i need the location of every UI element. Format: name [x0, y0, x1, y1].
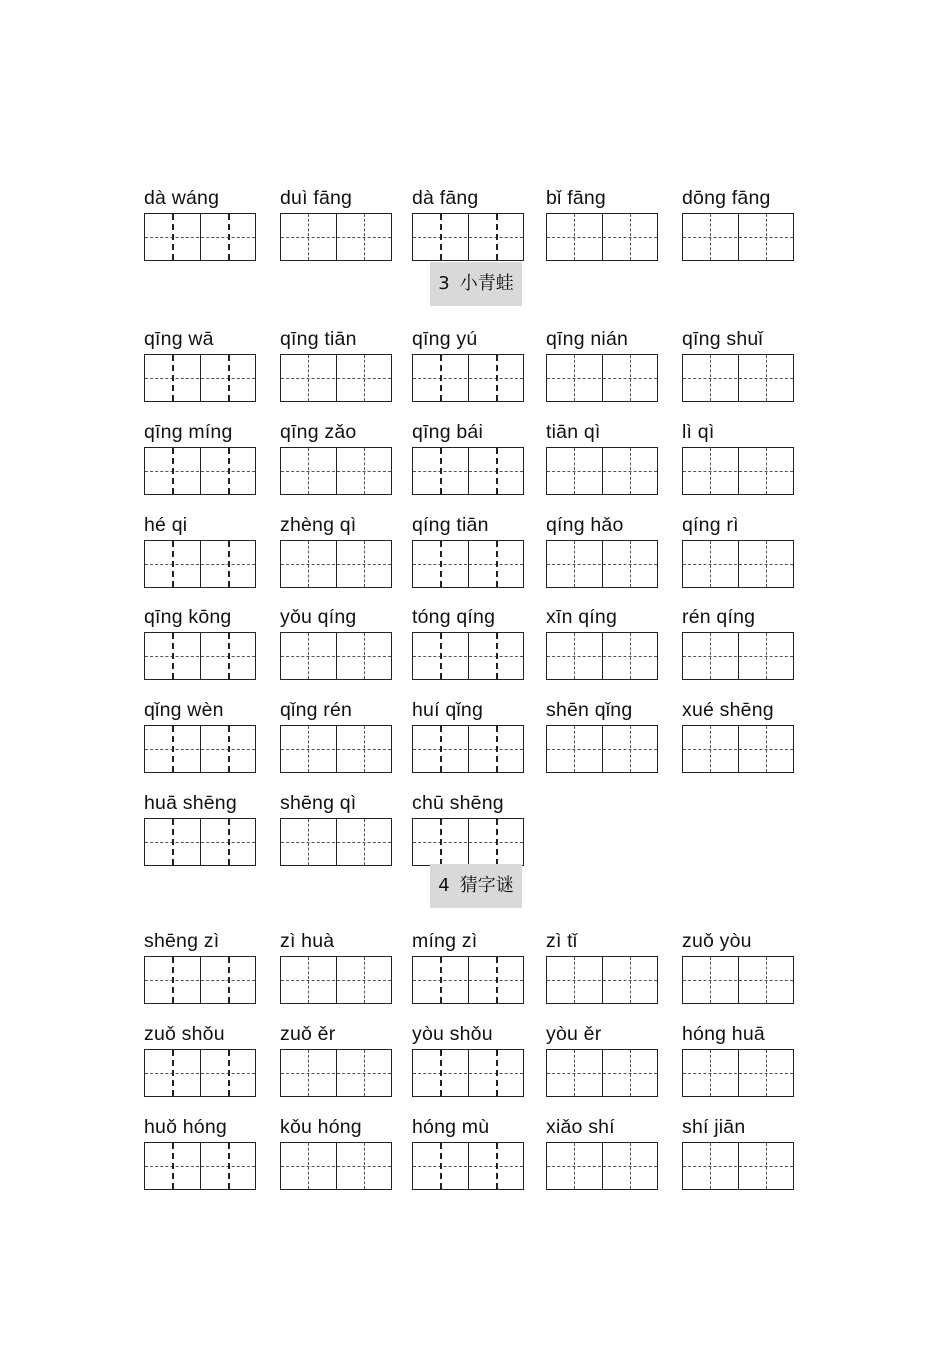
grid-guide-line [574, 214, 575, 260]
grid-guide-line [440, 541, 442, 587]
grid-guide-line [281, 656, 391, 657]
grid-guide-line [496, 819, 498, 865]
grid-guide-line [308, 633, 309, 679]
lesson-title: 猜字谜 [459, 875, 514, 896]
grid-guide-line [440, 633, 442, 679]
grid-guide-line [308, 448, 309, 494]
grid-guide-line [766, 355, 767, 401]
writing-grid[interactable] [144, 540, 256, 588]
grid-guide-line [172, 1143, 174, 1189]
grid-guide-line [496, 214, 498, 260]
pinyin-label: huā shēng [144, 792, 237, 814]
pinyin-label: dà wáng [144, 187, 220, 209]
grid-guide-line [281, 564, 391, 565]
grid-guide-line [172, 957, 174, 1003]
grid-guide-line [630, 957, 631, 1003]
grid-guide-line [574, 448, 575, 494]
grid-guide-line [172, 633, 174, 679]
writing-grid[interactable] [144, 1142, 256, 1190]
writing-grid[interactable] [682, 725, 794, 773]
pinyin-label: bǐ fāng [546, 187, 606, 209]
word-row [0, 606, 950, 676]
writing-grid[interactable] [144, 725, 256, 773]
grid-guide-line [710, 957, 711, 1003]
grid-guide-line [766, 957, 767, 1003]
grid-guide-line [547, 749, 657, 750]
pinyin-label: qīng shuǐ [682, 328, 763, 350]
grid-guide-line [145, 564, 255, 565]
grid-guide-line [440, 1050, 442, 1096]
pinyin-label: shí jiān [682, 1116, 746, 1138]
grid-guide-line [547, 980, 657, 981]
grid-guide-line [574, 726, 575, 772]
grid-guide-line [308, 214, 309, 260]
grid-guide-line [281, 471, 391, 472]
grid-guide-line [496, 1050, 498, 1096]
pinyin-label: rén qíng [682, 606, 756, 628]
pinyin-label: zuǒ ěr [280, 1023, 336, 1045]
pinyin-label: qīng tiān [280, 328, 357, 350]
pinyin-label: qīng nián [546, 328, 629, 350]
writing-grid[interactable] [280, 818, 392, 866]
writing-grid[interactable] [412, 818, 524, 866]
pinyin-label: zì huà [280, 930, 335, 952]
grid-guide-line [496, 957, 498, 1003]
grid-guide-line [308, 1050, 309, 1096]
writing-grid[interactable] [144, 447, 256, 495]
grid-guide-line [496, 726, 498, 772]
pinyin-label: qǐng rén [280, 699, 353, 721]
writing-grid[interactable] [412, 956, 524, 1004]
grid-guide-line [228, 1050, 230, 1096]
pinyin-label: yǒu qíng [280, 606, 357, 628]
pinyin-label: huǒ hóng [144, 1116, 227, 1138]
lesson-number: 3 [438, 273, 450, 294]
pinyin-label: zuǒ yòu [682, 930, 752, 952]
grid-guide-line [630, 541, 631, 587]
writing-grid[interactable] [412, 1142, 524, 1190]
pinyin-label: qīng wā [144, 328, 214, 350]
grid-guide-line [364, 633, 365, 679]
grid-guide-line [440, 957, 442, 1003]
pinyin-label: chū shēng [412, 792, 504, 814]
pinyin-label: zì tǐ [546, 930, 578, 952]
grid-guide-line [308, 819, 309, 865]
grid-guide-line [547, 237, 657, 238]
pinyin-label: qíng hǎo [546, 514, 624, 536]
grid-guide-line [172, 448, 174, 494]
grid-guide-line [413, 564, 523, 565]
grid-guide-line [766, 1050, 767, 1096]
writing-grid[interactable] [144, 354, 256, 402]
writing-grid[interactable] [546, 1049, 658, 1097]
grid-guide-line [547, 564, 657, 565]
writing-grid[interactable] [412, 540, 524, 588]
pinyin-label: qīng zǎo [280, 421, 357, 443]
word-row [0, 1116, 950, 1186]
grid-guide-line [683, 378, 793, 379]
grid-guide-line [547, 378, 657, 379]
pinyin-label: shēn qǐng [546, 699, 633, 721]
writing-grid[interactable] [546, 725, 658, 773]
grid-guide-line [308, 355, 309, 401]
grid-guide-line [710, 726, 711, 772]
grid-guide-line [281, 980, 391, 981]
grid-guide-line [228, 957, 230, 1003]
grid-guide-line [228, 633, 230, 679]
word-row [0, 187, 950, 257]
writing-grid[interactable] [412, 725, 524, 773]
writing-grid[interactable] [280, 354, 392, 402]
grid-guide-line [281, 1166, 391, 1167]
pinyin-label: hé qi [144, 514, 188, 536]
writing-grid[interactable] [280, 956, 392, 1004]
pinyin-label: huí qǐng [412, 699, 483, 721]
grid-guide-line [145, 656, 255, 657]
grid-guide-line [496, 541, 498, 587]
grid-guide-line [172, 214, 174, 260]
grid-guide-line [364, 819, 365, 865]
writing-grid[interactable] [682, 632, 794, 680]
pinyin-label: zuǒ shǒu [144, 1023, 225, 1045]
grid-guide-line [413, 1073, 523, 1074]
grid-guide-line [172, 726, 174, 772]
grid-guide-line [630, 1050, 631, 1096]
grid-guide-line [766, 541, 767, 587]
writing-grid[interactable] [682, 956, 794, 1004]
grid-guide-line [710, 355, 711, 401]
grid-guide-line [364, 726, 365, 772]
grid-guide-line [710, 214, 711, 260]
grid-guide-line [413, 237, 523, 238]
word-row [0, 792, 950, 862]
word-row [0, 421, 950, 491]
pinyin-label: lì qì [682, 421, 715, 443]
writing-grid[interactable] [546, 540, 658, 588]
grid-guide-line [364, 355, 365, 401]
grid-guide-line [496, 355, 498, 401]
grid-guide-line [766, 448, 767, 494]
grid-guide-line [413, 842, 523, 843]
grid-guide-line [145, 237, 255, 238]
grid-guide-line [172, 541, 174, 587]
grid-guide-line [496, 1143, 498, 1189]
grid-guide-line [574, 633, 575, 679]
grid-guide-line [683, 749, 793, 750]
grid-guide-line [710, 1143, 711, 1189]
grid-guide-line [281, 749, 391, 750]
grid-guide-line [630, 633, 631, 679]
grid-guide-line [547, 1166, 657, 1167]
word-row [0, 1023, 950, 1093]
grid-guide-line [413, 980, 523, 981]
writing-grid[interactable] [546, 213, 658, 261]
pinyin-label: tiān qì [546, 421, 601, 443]
grid-guide-line [630, 1143, 631, 1189]
word-row [0, 930, 950, 1000]
pinyin-label: qīng míng [144, 421, 233, 443]
writing-grid[interactable] [280, 1049, 392, 1097]
grid-guide-line [172, 1050, 174, 1096]
writing-grid[interactable] [546, 956, 658, 1004]
writing-grid[interactable] [412, 213, 524, 261]
writing-grid[interactable] [144, 956, 256, 1004]
pinyin-label: hóng mù [412, 1116, 490, 1138]
grid-guide-line [766, 726, 767, 772]
grid-guide-line [630, 726, 631, 772]
grid-guide-line [547, 656, 657, 657]
grid-guide-line [766, 214, 767, 260]
grid-guide-line [228, 448, 230, 494]
grid-guide-line [683, 656, 793, 657]
grid-guide-line [228, 1143, 230, 1189]
lesson-title: 小青蛙 [459, 273, 514, 294]
grid-guide-line [440, 819, 442, 865]
writing-grid[interactable] [280, 632, 392, 680]
grid-guide-line [172, 355, 174, 401]
pinyin-label: xué shēng [682, 699, 774, 721]
grid-guide-line [574, 1143, 575, 1189]
pinyin-label: dōng fāng [682, 187, 771, 209]
grid-guide-line [228, 819, 230, 865]
pinyin-label: shēng zì [144, 930, 220, 952]
grid-guide-line [496, 448, 498, 494]
writing-grid[interactable] [412, 632, 524, 680]
grid-guide-line [145, 471, 255, 472]
grid-guide-line [308, 957, 309, 1003]
grid-guide-line [145, 842, 255, 843]
grid-guide-line [496, 633, 498, 679]
grid-guide-line [281, 1073, 391, 1074]
writing-grid[interactable] [412, 1049, 524, 1097]
grid-guide-line [145, 980, 255, 981]
writing-grid[interactable] [682, 354, 794, 402]
grid-guide-line [281, 842, 391, 843]
grid-guide-line [710, 541, 711, 587]
writing-grid[interactable] [546, 354, 658, 402]
pinyin-label: hóng huā [682, 1023, 765, 1045]
grid-guide-line [440, 448, 442, 494]
grid-guide-line [308, 541, 309, 587]
pinyin-label: xiǎo shí [546, 1116, 615, 1138]
grid-guide-line [683, 237, 793, 238]
grid-guide-line [630, 214, 631, 260]
grid-guide-line [364, 541, 365, 587]
writing-grid[interactable] [682, 213, 794, 261]
pinyin-label: shēng qì [280, 792, 357, 814]
writing-grid[interactable] [682, 447, 794, 495]
pinyin-label: tóng qíng [412, 606, 496, 628]
writing-grid[interactable] [546, 632, 658, 680]
pinyin-label: kǒu hóng [280, 1116, 362, 1138]
grid-guide-line [683, 471, 793, 472]
grid-guide-line [281, 378, 391, 379]
grid-guide-line [172, 819, 174, 865]
grid-guide-line [145, 378, 255, 379]
grid-guide-line [413, 749, 523, 750]
pinyin-label: qǐng wèn [144, 699, 224, 721]
grid-guide-line [413, 656, 523, 657]
writing-grid[interactable] [280, 1142, 392, 1190]
writing-grid[interactable] [682, 540, 794, 588]
grid-guide-line [364, 214, 365, 260]
pinyin-label: qíng tiān [412, 514, 489, 536]
grid-guide-line [766, 1143, 767, 1189]
writing-grid[interactable] [412, 447, 524, 495]
pinyin-label: míng zì [412, 930, 478, 952]
grid-guide-line [574, 957, 575, 1003]
grid-guide-line [630, 448, 631, 494]
pinyin-label: dà fāng [412, 187, 479, 209]
pinyin-label: zhèng qì [280, 514, 357, 536]
word-row [0, 699, 950, 769]
grid-guide-line [683, 1166, 793, 1167]
grid-guide-line [574, 355, 575, 401]
writing-grid[interactable] [280, 725, 392, 773]
grid-guide-line [683, 980, 793, 981]
lesson-number: 4 [438, 875, 450, 896]
writing-grid[interactable] [144, 213, 256, 261]
writing-grid[interactable] [682, 1142, 794, 1190]
grid-guide-line [228, 355, 230, 401]
pinyin-label: duì fāng [280, 187, 353, 209]
grid-guide-line [547, 471, 657, 472]
writing-grid[interactable] [546, 1142, 658, 1190]
grid-guide-line [413, 471, 523, 472]
grid-guide-line [630, 355, 631, 401]
grid-guide-line [145, 1073, 255, 1074]
pinyin-label: qīng yú [412, 328, 478, 350]
pinyin-label: yòu shǒu [412, 1023, 493, 1045]
grid-guide-line [308, 1143, 309, 1189]
pinyin-label: qíng rì [682, 514, 739, 536]
grid-guide-line [413, 378, 523, 379]
grid-guide-line [710, 1050, 711, 1096]
grid-guide-line [440, 726, 442, 772]
word-row [0, 514, 950, 584]
grid-guide-line [574, 541, 575, 587]
grid-guide-line [440, 1143, 442, 1189]
writing-grid[interactable] [546, 447, 658, 495]
pinyin-label: xīn qíng [546, 606, 617, 628]
writing-grid[interactable] [144, 632, 256, 680]
grid-guide-line [364, 448, 365, 494]
grid-guide-line [145, 1166, 255, 1167]
lesson-heading [430, 864, 522, 908]
writing-grid[interactable] [682, 1049, 794, 1097]
grid-guide-line [413, 1166, 523, 1167]
grid-guide-line [766, 633, 767, 679]
word-row [0, 328, 950, 398]
writing-grid[interactable] [144, 818, 256, 866]
grid-guide-line [281, 237, 391, 238]
writing-grid[interactable] [280, 540, 392, 588]
grid-guide-line [710, 448, 711, 494]
grid-guide-line [228, 726, 230, 772]
grid-guide-line [440, 214, 442, 260]
grid-guide-line [145, 749, 255, 750]
grid-guide-line [308, 726, 309, 772]
pinyin-label: qīng kōng [144, 606, 232, 628]
grid-guide-line [547, 1073, 657, 1074]
lesson-heading [430, 262, 522, 306]
grid-guide-line [364, 1050, 365, 1096]
writing-grid[interactable] [412, 354, 524, 402]
writing-grid[interactable] [144, 1049, 256, 1097]
grid-guide-line [228, 541, 230, 587]
writing-grid[interactable] [280, 447, 392, 495]
grid-guide-line [364, 957, 365, 1003]
grid-guide-line [710, 633, 711, 679]
grid-guide-line [683, 1073, 793, 1074]
pinyin-label: qīng bái [412, 421, 483, 443]
writing-grid[interactable] [280, 213, 392, 261]
pinyin-label: yòu ěr [546, 1023, 602, 1045]
grid-guide-line [228, 214, 230, 260]
grid-guide-line [440, 355, 442, 401]
grid-guide-line [574, 1050, 575, 1096]
grid-guide-line [364, 1143, 365, 1189]
grid-guide-line [683, 564, 793, 565]
